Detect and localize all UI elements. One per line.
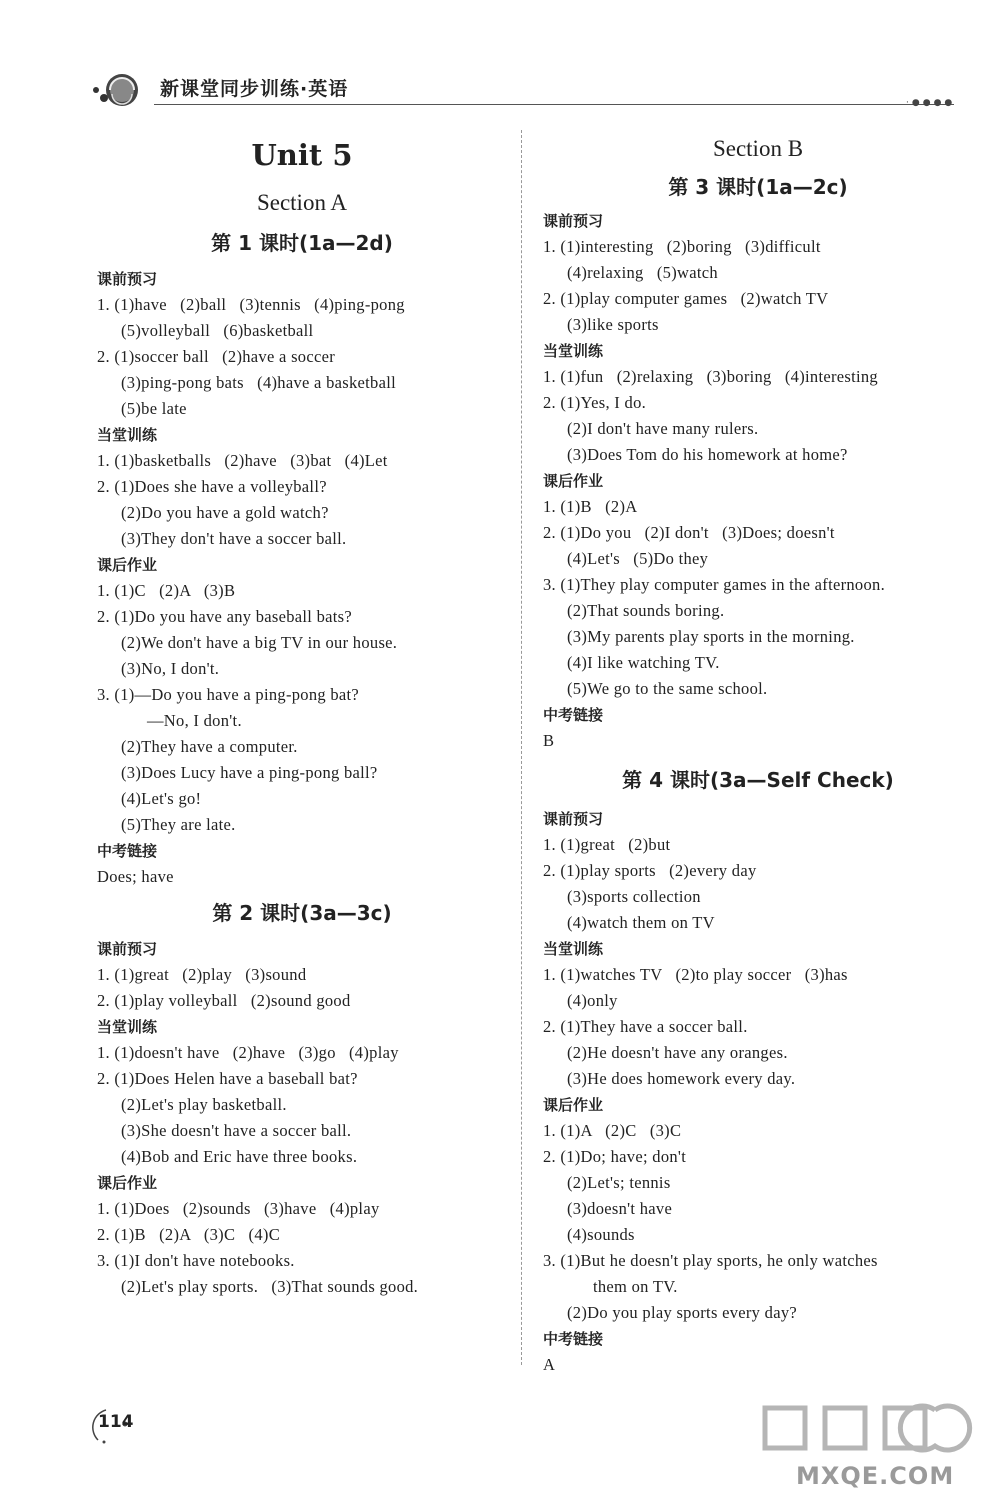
answer-line: (3)He does homework every day. <box>567 1069 796 1088</box>
answer-line: (4)Bob and Eric have three books. <box>121 1147 358 1166</box>
answer-line: (3)She doesn't have a soccer ball. <box>121 1121 352 1140</box>
answer-line: 1. (1)C (2)A (3)B <box>97 581 236 600</box>
answer-line: (3)Does Lucy have a ping-pong ball? <box>121 763 378 782</box>
answer-line: 1. (1)great (2)but <box>543 835 671 854</box>
answer-line: 2. (1)Do you have any baseball bats? <box>97 607 353 626</box>
book-logo-icon <box>88 68 142 108</box>
answer-line: (2)Do you play sports every day? <box>567 1303 797 1322</box>
lesson-1-heading-preview: 课前预习 <box>97 270 158 288</box>
answer-line: 2. (1)Does she have a volleyball? <box>97 477 327 496</box>
answer-line: 1. (1)basketballs (2)have (3)bat (4)Let <box>97 451 388 470</box>
answer-line: (2)I don't have many rulers. <box>567 419 759 438</box>
answer-line: (3)doesn't have <box>567 1199 673 1218</box>
answer-line: (4)relaxing (5)watch <box>567 263 718 282</box>
answer-line: 2. (1)Do you (2)I don't (3)Does; doesn't <box>543 523 835 542</box>
answer-line: (4)Let's go! <box>121 789 202 808</box>
lesson-4-heading-preview: 课前预习 <box>543 810 604 828</box>
answer-line: (2)He doesn't have any oranges. <box>567 1043 788 1062</box>
section-b-title: Section B <box>712 136 804 161</box>
answer-line: (4)sounds <box>567 1225 635 1244</box>
lesson-4-heading-practice: 当堂训练 <box>543 940 604 958</box>
answer-line: (2)That sounds boring. <box>567 601 725 620</box>
page-number: 114 <box>98 1412 134 1432</box>
lesson-4-heading-exam: 中考链接 <box>543 1330 604 1348</box>
answer-line: 1. (1)fun (2)relaxing (3)boring (4)interesting <box>543 367 878 386</box>
lesson-4-title: 第 4 课时(3a—Self Check) <box>622 768 894 792</box>
answer-line: (4)only <box>567 991 618 1010</box>
lesson-3-heading-homework: 课后作业 <box>543 472 604 490</box>
answer-line: (2)They have a computer. <box>121 737 298 756</box>
answer-line: 2. (1)They have a soccer ball. <box>543 1017 748 1036</box>
section-a-title: Section A <box>256 190 348 215</box>
answer-line: (2)Do you have a gold watch? <box>121 503 329 522</box>
lesson-3-heading-practice: 当堂训练 <box>543 342 604 360</box>
lesson-1-heading-practice: 当堂训练 <box>97 426 158 444</box>
answer-line: 2. (1)Yes, I do. <box>543 393 647 412</box>
watermark-text: MXQE.COM <box>796 1462 955 1490</box>
answer-line: 2. (1)play computer games (2)watch TV <box>543 289 829 308</box>
lesson-3-title: 第 3 课时(1a—2c) <box>668 175 848 199</box>
answer-line: (3)My parents play sports in the morning. <box>567 627 855 646</box>
answer-line: (5)volleyball (6)basketball <box>121 321 314 340</box>
answer-line: 3. (1)They play computer games in the afternoon. <box>543 575 885 594</box>
answer-line: 1. (1)Does (2)sounds (3)have (4)play <box>97 1199 380 1218</box>
lesson-1-heading-exam: 中考链接 <box>97 842 158 860</box>
answer-line: (2)Let's; tennis <box>567 1173 671 1192</box>
answer-line: 1. (1)great (2)play (3)sound <box>97 965 307 984</box>
answer-line: 2. (1)Does Helen have a baseball bat? <box>97 1069 358 1088</box>
unit-title: Unit 5 <box>251 138 353 172</box>
answer-line: (2)We don't have a big TV in our house. <box>121 633 398 652</box>
answer-line: (5)They are late. <box>121 815 236 834</box>
page-header <box>88 66 958 116</box>
answer-line: 1. (1)doesn't have (2)have (3)go (4)play <box>97 1043 399 1062</box>
answer-line: (3)sports collection <box>567 887 701 906</box>
header-dots: ·●●●● <box>906 98 956 108</box>
lesson-4-heading-homework: 课后作业 <box>543 1096 604 1114</box>
lesson-3-heading-preview: 课前预习 <box>543 212 604 230</box>
answer-line: (3)No, I don't. <box>121 659 220 678</box>
answer-line: 1. (1)B (2)A <box>543 497 638 516</box>
answer-line: 1. (1)have (2)ball (3)tennis (4)ping-pong <box>97 295 405 314</box>
answer-line: 1. (1)A (2)C (3)C <box>543 1121 682 1140</box>
answer-line: 1. (1)watches TV (2)to play soccer (3)has <box>543 965 848 984</box>
column-divider <box>521 130 522 1365</box>
answer-line: —No, I don't. <box>147 711 242 730</box>
answer-line: 2. (1)play sports (2)every day <box>543 861 757 880</box>
answer-line: (4)watch them on TV <box>567 913 715 932</box>
answer-line: (4)Let's (5)Do they <box>567 549 709 568</box>
answer-line: 2. (1)B (2)A (3)C (4)C <box>97 1225 281 1244</box>
left-column <box>97 130 507 1300</box>
answer-line: (4)I like watching TV. <box>567 653 720 672</box>
lesson-2-heading-homework: 课后作业 <box>97 1174 158 1192</box>
lesson-2-heading-preview: 课前预习 <box>97 940 158 958</box>
lesson-2-heading-practice: 当堂训练 <box>97 1018 158 1036</box>
header-rule <box>154 104 954 105</box>
answer-line: (3)They don't have a soccer ball. <box>121 529 347 548</box>
lesson-1-heading-homework: 课后作业 <box>97 556 158 574</box>
answer-line: A <box>543 1355 556 1374</box>
answer-line: 3. (1)But he doesn't play sports, he only watches <box>543 1251 878 1270</box>
answer-line: (3)ping-pong bats (4)have a basketball <box>121 373 397 392</box>
answer-line: B <box>543 731 555 750</box>
answer-line: (3)like sports <box>567 315 659 334</box>
lesson-3-heading-exam: 中考链接 <box>543 706 604 724</box>
answer-line: 3. (1)—Do you have a ping-pong bat? <box>97 685 360 704</box>
right-column <box>543 130 973 1378</box>
answer-line: (5)We go to the same school. <box>567 679 768 698</box>
answer-line: them on TV. <box>593 1277 678 1296</box>
answer-line: (5)be late <box>121 399 187 418</box>
lesson-2-title: 第 2 课时(3a—3c) <box>212 901 392 925</box>
answer-line: 2. (1)play volleyball (2)sound good <box>97 991 351 1010</box>
answer-line: Does; have <box>97 867 174 886</box>
answer-line: (2)Let's play sports. (3)That sounds good. <box>121 1277 419 1296</box>
answer-line: (2)Let's play basketball. <box>121 1095 287 1114</box>
answer-line: 2. (1)Do; have; don't <box>543 1147 687 1166</box>
answer-line: 1. (1)interesting (2)boring (3)difficult <box>543 237 821 256</box>
answer-line: 3. (1)I don't have notebooks. <box>97 1251 295 1270</box>
answer-line: 2. (1)soccer ball (2)have a soccer <box>97 347 336 366</box>
book-title: 新课堂同步训练·英语 <box>160 78 349 100</box>
answer-line: (3)Does Tom do his homework at home? <box>567 445 848 464</box>
lesson-1-title: 第 1 课时(1a—2d) <box>211 231 393 255</box>
